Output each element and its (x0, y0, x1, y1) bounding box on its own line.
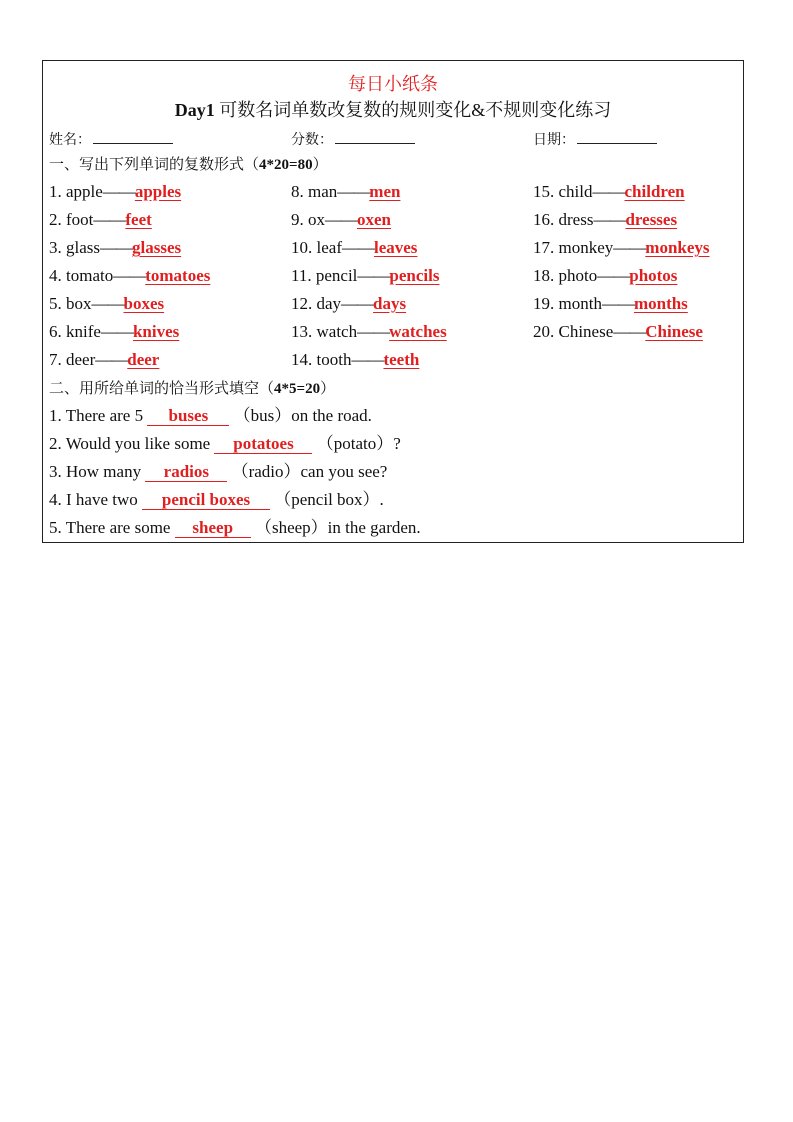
fill-in-sentence-end: （potato）? (312, 434, 401, 453)
plural-item (49, 349, 159, 371)
plural-item (533, 265, 677, 287)
section2-heading-close: ） (320, 381, 336, 397)
plural-item (533, 321, 703, 343)
plural-item (49, 293, 164, 315)
plural-item-word: 14. tooth (291, 350, 352, 369)
section1-heading (49, 155, 328, 175)
plural-item-dash: —— (593, 210, 626, 229)
fill-in-sentence-end: （sheep）in the garden. (250, 518, 421, 537)
plural-item-dash: —— (601, 294, 634, 313)
plural-item (533, 181, 685, 203)
plural-item-word: 19. month (533, 294, 602, 313)
plural-item-dash: —— (337, 182, 370, 201)
plural-item-word: 7. deer (49, 350, 96, 369)
plural-item-answer: watches (389, 322, 447, 341)
fill-in-sentence-end: （bus）on the road. (229, 406, 372, 425)
plural-item-word: 8. man (291, 182, 338, 201)
plural-item (533, 293, 688, 315)
plural-item-answer: months (633, 294, 688, 313)
score-blank (335, 129, 415, 144)
plural-item-answer: monkeys (645, 238, 710, 257)
plural-item-word: 3. glass (49, 238, 100, 257)
plural-item-word: 12. day (291, 294, 342, 313)
worksheet-subtitle (43, 99, 743, 121)
plural-item-word: 11. pencil (291, 266, 358, 285)
plural-item-word: 9. ox (291, 210, 325, 229)
plural-item-answer: photos (629, 266, 678, 285)
fill-in-sentence-start: 5. There are some (49, 518, 175, 537)
plural-item-dash: —— (113, 266, 146, 285)
plural-item-answer: glasses (132, 238, 182, 257)
plural-item-word: 4. tomato (49, 266, 114, 285)
fill-in-answer: sheep (175, 519, 251, 538)
info-row (43, 129, 743, 149)
plural-item (291, 209, 391, 231)
plural-item-answer: dresses (625, 210, 678, 229)
plural-item-dash: —— (341, 294, 374, 313)
plural-item-word: 18. photo (533, 266, 598, 285)
fill-in-sentence-start: 3. How many (49, 462, 146, 481)
fill-in-sentence-start: 2. Would you like some (49, 434, 215, 453)
plural-item-answer: deer (127, 350, 160, 369)
plural-item-word: 15. child (533, 182, 593, 201)
worksheet-title: 每日小纸条 (348, 74, 438, 94)
name-field (49, 129, 173, 151)
fill-in-sentence-end: （radio）can you see? (227, 462, 388, 481)
worksheet (42, 60, 744, 543)
plural-item-answer: oxen (357, 210, 391, 229)
plural-item-answer: Chinese (645, 322, 703, 341)
plural-item (291, 181, 400, 203)
plural-item (291, 237, 417, 259)
plural-item-answer: tomatoes (145, 266, 211, 285)
plural-item-answer: knives (132, 322, 180, 341)
plural-item-dash: —— (93, 210, 126, 229)
fill-in-sentence-start: 1. There are 5 (49, 406, 148, 425)
plural-item-dash: —— (592, 182, 625, 201)
section2-heading-text: 二、用所给单词的恰当形式填空（ (49, 381, 275, 397)
fill-in-sentence-end: （pencil box）. (270, 490, 384, 509)
name-blank (93, 129, 173, 144)
section2-heading (49, 379, 335, 399)
plural-item-dash: —— (325, 210, 357, 229)
name-label: 姓名： (49, 133, 91, 148)
fill-in-line (49, 489, 384, 511)
section2-points: 4*5=20 (274, 381, 321, 397)
date-blank (577, 129, 657, 144)
plural-item (533, 209, 677, 231)
plural-item-dash: —— (102, 182, 135, 201)
section1-heading-text: 一、写出下列单词的复数形式（ (49, 157, 260, 173)
plural-item-answer: teeth (383, 350, 420, 369)
plural-item-word: 2. foot (49, 210, 94, 229)
plural-item (49, 181, 181, 203)
plural-item (291, 349, 419, 371)
plural-item-word: 1. apple (49, 182, 103, 201)
subtitle-day: Day1 (174, 100, 215, 120)
score-field (291, 129, 415, 151)
plural-item-dash: —— (357, 266, 390, 285)
plural-item-word: 17. monkey (533, 238, 614, 257)
plural-item (533, 237, 710, 259)
plural-item-dash: —— (91, 294, 124, 313)
plural-item-answer: feet (125, 210, 152, 229)
fill-in-answer: buses (147, 407, 229, 426)
plural-item-word: 5. box (49, 294, 92, 313)
fill-in-answer: radios (145, 463, 227, 482)
plural-item-answer: apples (134, 182, 182, 201)
plural-item-dash: —— (357, 322, 390, 341)
plural-item-dash: —— (613, 322, 646, 341)
plural-item-answer: days (373, 294, 407, 313)
plural-item-answer: leaves (373, 238, 418, 257)
date-label: 日期： (533, 133, 575, 148)
plural-item-answer: boxes (123, 294, 165, 313)
section1-points: 4*20=80 (259, 157, 313, 173)
plural-item-dash: —— (613, 238, 646, 257)
plural-item-dash: —— (341, 238, 374, 257)
plural-item-dash: —— (351, 350, 384, 369)
plural-item (49, 237, 181, 259)
plural-item-dash: —— (100, 238, 132, 257)
plural-item-word: 10. leaf (291, 238, 342, 257)
fill-in-line (49, 405, 372, 427)
fill-in-line (49, 433, 401, 455)
plural-item (291, 265, 439, 287)
plural-item-answer: children (624, 182, 685, 201)
plural-item-word: 16. dress (533, 210, 594, 229)
fill-in-line (49, 461, 387, 483)
plural-item-word: 20. Chinese (533, 322, 614, 341)
fill-in-line (49, 517, 421, 539)
fill-in-answer: pencil boxes (142, 491, 270, 510)
plural-item-dash: —— (95, 350, 128, 369)
section1-heading-close: ） (312, 157, 328, 173)
plural-item-word: 13. watch (291, 322, 358, 341)
score-label: 分数： (291, 133, 333, 148)
plural-item-dash: —— (597, 266, 630, 285)
plural-item-word: 6. knife (49, 322, 101, 341)
date-field (533, 129, 657, 151)
plural-item (291, 321, 447, 343)
plural-item (291, 293, 406, 315)
plural-item-answer: men (369, 182, 401, 201)
plural-item (49, 265, 210, 287)
fill-in-answer: potatoes (214, 435, 312, 454)
plural-item (49, 209, 152, 231)
plural-item-dash: —— (100, 322, 133, 341)
plural-item (49, 321, 179, 343)
subtitle-text: 可数名词单数改复数的规则变化&不规则变化练习 (219, 100, 612, 120)
fill-in-sentence-start: 4. I have two (49, 490, 143, 509)
plural-item-answer: pencils (389, 266, 440, 285)
